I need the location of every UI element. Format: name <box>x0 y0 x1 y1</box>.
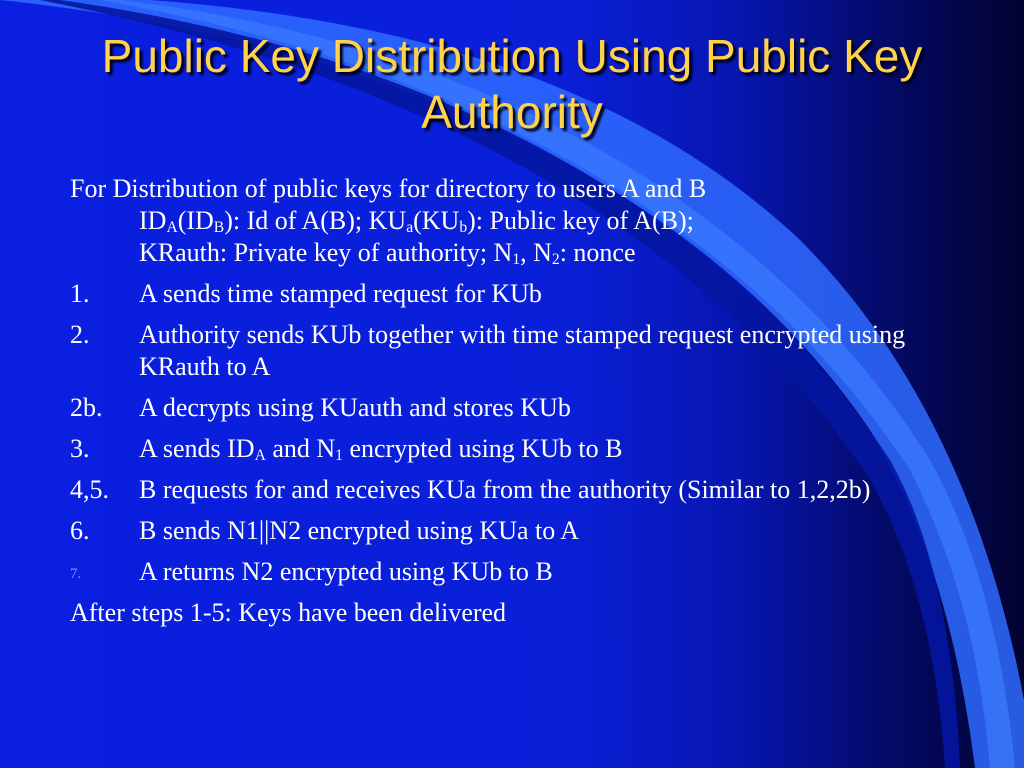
id-definition-text: ): Id of A(B); KU <box>224 206 407 235</box>
step-number: 2b. <box>70 393 103 422</box>
ku-b-text: (KU <box>413 206 460 235</box>
n2-subscript: 2 <box>551 251 560 268</box>
step-text: B requests for and receives KUa from the authority (Similar to 1,2,2b) <box>139 475 871 504</box>
step-number: 6. <box>70 516 90 545</box>
n1-subscript: 1 <box>512 251 521 268</box>
ku-a-subscript: a <box>406 219 414 236</box>
intro-paragraph <box>70 173 970 269</box>
step-text-part: encrypted using KUb to B <box>342 434 623 463</box>
step-text-part: A sends ID <box>139 434 255 463</box>
step-text-part: and N <box>265 434 336 463</box>
slide-title: Public Key Distribution Using Public Key Authority <box>101 30 923 138</box>
step-text: Authority sends KUb together with time stamped request encrypted using KRauth to A <box>139 320 906 381</box>
n2-text: , N <box>520 238 552 267</box>
step-item <box>70 319 970 383</box>
id-a-subscript: A <box>166 219 178 236</box>
n1-subscript: 1 <box>335 447 343 464</box>
step-text: A decrypts using KUauth and stores KUb <box>139 393 571 422</box>
step-number: 4,5. <box>70 475 109 504</box>
step-item <box>70 278 970 310</box>
step-text: A sends time stamped request for KUb <box>139 279 542 308</box>
id-a-text: ID <box>139 206 167 235</box>
slide-body <box>70 173 970 629</box>
step-item <box>70 556 970 588</box>
id-a-subscript: A <box>254 447 266 464</box>
ku-b-subscript: b <box>459 219 468 236</box>
step-number: 3. <box>70 434 90 463</box>
conclusion-text: After steps 1-5: Keys have been delivered <box>70 598 507 627</box>
step-number: 1. <box>70 279 90 308</box>
ku-definition-text: ): Public key of A(B); <box>467 206 694 235</box>
step-text: B sends N1||N2 encrypted using KUa to A <box>139 516 580 545</box>
step-item <box>70 515 970 547</box>
step-item <box>70 392 970 424</box>
id-b-text: (ID <box>177 206 214 235</box>
id-b-subscript: B <box>213 219 225 236</box>
step-item <box>70 433 970 465</box>
step-text <box>139 434 622 463</box>
step-number: 7. <box>70 566 82 582</box>
krauth-text: KRauth: Private key of authority; N <box>139 238 513 267</box>
step-number: 2. <box>70 320 90 349</box>
intro-lead: For Distribution of public keys for directory to users A and B <box>70 174 707 203</box>
nonce-text: : nonce <box>559 238 636 267</box>
step-item <box>70 474 970 506</box>
step-text: A returns N2 encrypted using KUb to B <box>139 557 553 586</box>
